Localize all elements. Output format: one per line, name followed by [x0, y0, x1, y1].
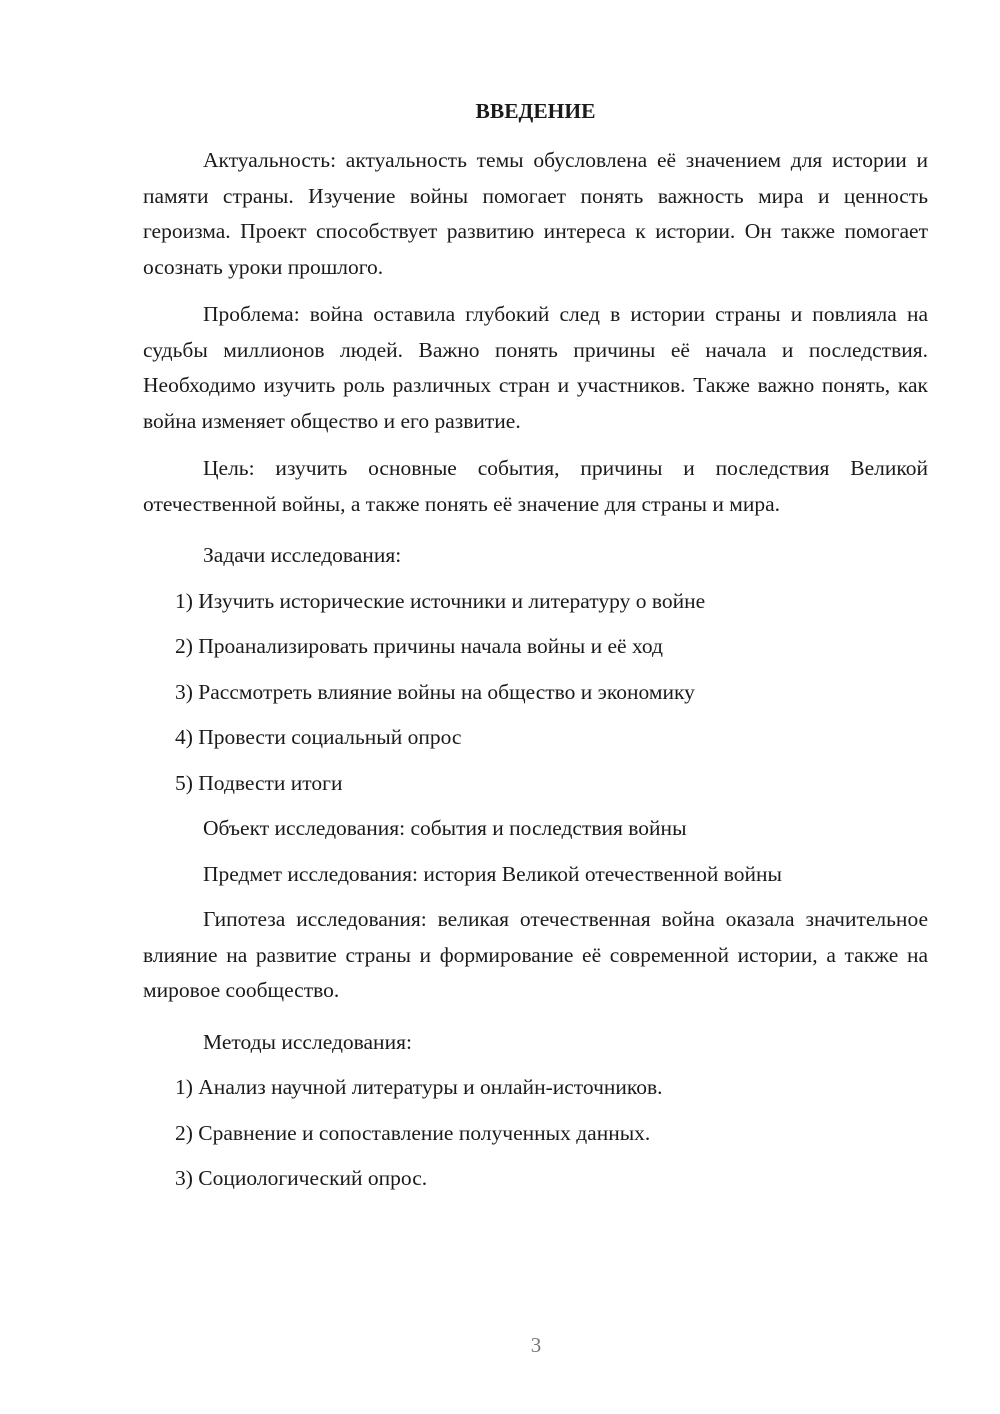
- list-item: 5) Подвести итоги: [175, 770, 343, 795]
- list-item: 2) Сравнение и сопоставление полученных данных.: [175, 1120, 651, 1145]
- document-page: [143, 94, 928, 1207]
- methods-heading: Методы исследования:: [203, 1029, 412, 1054]
- goal-paragraph: Цель: изучить основные события, причины и последствия Великой отечественной войны, а также понять её значение для страны и мира.: [143, 456, 928, 516]
- tasks-heading: Задачи исследования:: [203, 543, 402, 567]
- methods-list: [143, 1070, 928, 1197]
- list-item: 1) Изучить исторические источники и литературу о войне: [175, 588, 706, 613]
- page-number: 3: [530, 1333, 542, 1357]
- object-paragraph: Объект исследования: события и последствия войны: [203, 816, 687, 840]
- page-title: ВВЕДЕНИЕ: [475, 99, 596, 123]
- list-item: 3) Рассмотреть влияние войны на общество и экономику: [175, 679, 695, 704]
- tasks-list: [143, 584, 928, 802]
- relevance-paragraph: Актуальность: актуальность темы обусловлена её значением для истории и памяти страны. Изучение войны помогает понять важность мира и ценность героизма. Проект способствует развитию интереса к истории. Он также помогает осознать уроки прошлого.: [143, 148, 928, 279]
- hypothesis-paragraph: Гипотеза исследования: великая отечественная война оказала значительное влияние на развитие страны и формирование её современной истории, а также на мировое сообщество.: [143, 907, 928, 1002]
- problem-paragraph: Проблема: война оставила глубокий след в истории страны и повлияла на судьбы миллионов людей. Важно понять причины её начала и последствия. Необходимо изучить роль различных стран и участников. Также важно понять, как война изменяет общество и его развитие.: [143, 302, 928, 433]
- list-item: 1) Анализ научной литературы и онлайн-источников.: [175, 1075, 663, 1099]
- list-item: 4) Провести социальный опрос: [175, 725, 462, 749]
- list-item: 2) Проанализировать причины начала войны и её ход: [175, 634, 663, 658]
- subject-paragraph: Предмет исследования: история Великой отечественной войны: [203, 861, 782, 886]
- list-item: 3) Социологический опрос.: [175, 1166, 428, 1190]
